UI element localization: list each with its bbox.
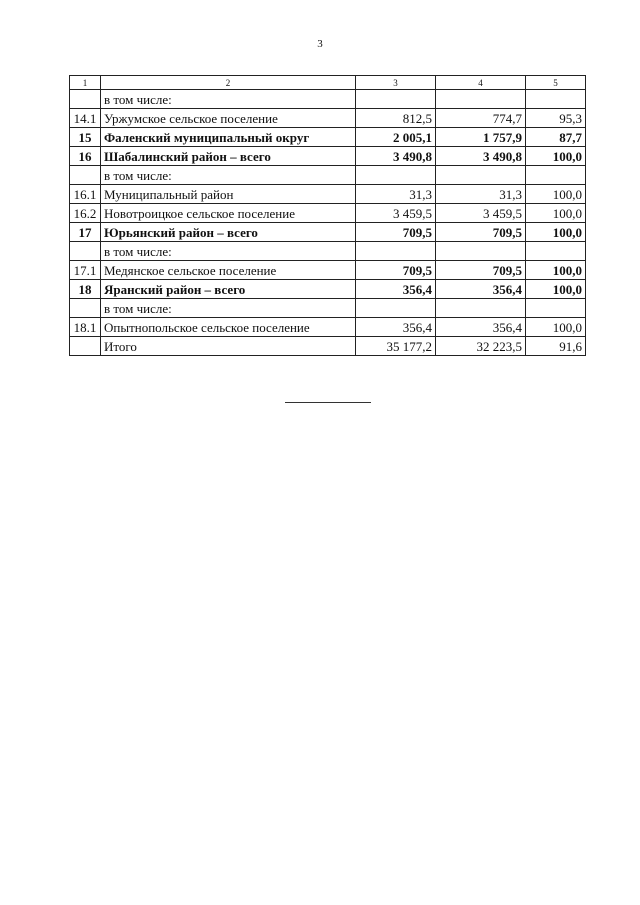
row-percent-cell: 100,0 [526, 185, 586, 204]
table-row [70, 261, 586, 280]
row-value-col4-cell: 32 223,5 [436, 337, 526, 356]
row-value-col3-cell: 31,3 [356, 185, 436, 204]
table-row [70, 337, 586, 356]
row-number-cell: 14.1 [70, 109, 101, 128]
row-number-cell: 16.2 [70, 204, 101, 223]
row-value-col4-cell: 774,7 [436, 109, 526, 128]
row-value-col3-cell: 812,5 [356, 109, 436, 128]
row-percent-cell [526, 90, 586, 109]
table-row [70, 185, 586, 204]
row-number-cell: 16 [70, 147, 101, 166]
row-percent-cell: 100,0 [526, 147, 586, 166]
row-name-cell: Новотроицкое сельское поселение [101, 204, 356, 223]
row-name-cell: в том числе: [101, 299, 356, 318]
row-value-col4-cell: 1 757,9 [436, 128, 526, 147]
row-value-col3-cell [356, 166, 436, 185]
column-number-1: 1 [70, 76, 101, 90]
end-separator-line [285, 402, 371, 403]
table-row [70, 242, 586, 261]
row-name-cell: Яранский район – всего [101, 280, 356, 299]
row-value-col3-cell: 3 459,5 [356, 204, 436, 223]
column-number-3: 3 [356, 76, 436, 90]
row-value-col4-cell [436, 90, 526, 109]
row-percent-cell: 100,0 [526, 223, 586, 242]
row-name-cell: Медянское сельское поселение [101, 261, 356, 280]
table-row [70, 90, 586, 109]
row-value-col3-cell: 709,5 [356, 261, 436, 280]
row-name-cell: Уржумское сельское поселение [101, 109, 356, 128]
table-row [70, 109, 586, 128]
row-number-cell: 17 [70, 223, 101, 242]
row-number-cell: 17.1 [70, 261, 101, 280]
table-row [70, 318, 586, 337]
row-number-cell: 16.1 [70, 185, 101, 204]
row-name-cell: в том числе: [101, 242, 356, 261]
row-number-cell: 18.1 [70, 318, 101, 337]
table-row [70, 280, 586, 299]
row-percent-cell: 100,0 [526, 318, 586, 337]
page-number: 3 [317, 38, 323, 50]
column-number-5: 5 [526, 76, 586, 90]
row-percent-cell [526, 166, 586, 185]
column-number-4: 4 [436, 76, 526, 90]
table-body [70, 76, 586, 356]
row-name-cell: Муниципальный район [101, 185, 356, 204]
row-value-col4-cell: 356,4 [436, 318, 526, 337]
row-number-cell [70, 337, 101, 356]
row-number-cell: 18 [70, 280, 101, 299]
budget-table [69, 75, 586, 356]
row-value-col3-cell [356, 90, 436, 109]
row-value-col4-cell: 3 490,8 [436, 147, 526, 166]
table-row [70, 299, 586, 318]
row-value-col3-cell: 2 005,1 [356, 128, 436, 147]
table-row [70, 223, 586, 242]
row-percent-cell: 95,3 [526, 109, 586, 128]
row-value-col4-cell: 709,5 [436, 223, 526, 242]
row-value-col4-cell: 31,3 [436, 185, 526, 204]
table-row [70, 204, 586, 223]
table-row [70, 147, 586, 166]
row-value-col4-cell: 3 459,5 [436, 204, 526, 223]
table-row [70, 166, 586, 185]
row-value-col3-cell: 356,4 [356, 280, 436, 299]
row-percent-cell: 100,0 [526, 280, 586, 299]
row-name-cell: в том числе: [101, 90, 356, 109]
row-value-col3-cell: 356,4 [356, 318, 436, 337]
row-percent-cell: 100,0 [526, 204, 586, 223]
row-number-cell [70, 90, 101, 109]
row-value-col4-cell: 356,4 [436, 280, 526, 299]
row-percent-cell [526, 299, 586, 318]
row-number-cell: 15 [70, 128, 101, 147]
row-number-cell [70, 299, 101, 318]
row-value-col3-cell: 709,5 [356, 223, 436, 242]
row-value-col3-cell [356, 242, 436, 261]
row-percent-cell: 87,7 [526, 128, 586, 147]
row-name-cell: Юрьянский район – всего [101, 223, 356, 242]
row-value-col3-cell [356, 299, 436, 318]
row-percent-cell: 100,0 [526, 261, 586, 280]
row-value-col4-cell [436, 299, 526, 318]
row-number-cell [70, 166, 101, 185]
row-value-col4-cell: 709,5 [436, 261, 526, 280]
row-value-col3-cell: 3 490,8 [356, 147, 436, 166]
row-name-cell: Опытнопольское сельское поселение [101, 318, 356, 337]
row-percent-cell [526, 242, 586, 261]
row-name-cell: Шабалинский район – всего [101, 147, 356, 166]
row-value-col3-cell: 35 177,2 [356, 337, 436, 356]
row-name-cell: в том числе: [101, 166, 356, 185]
row-name-cell: Фаленский муниципальный округ [101, 128, 356, 147]
column-number-row [70, 76, 586, 90]
row-name-cell: Итого [101, 337, 356, 356]
row-number-cell [70, 242, 101, 261]
table-row [70, 128, 586, 147]
row-percent-cell: 91,6 [526, 337, 586, 356]
row-value-col4-cell [436, 166, 526, 185]
row-value-col4-cell [436, 242, 526, 261]
column-number-2: 2 [101, 76, 356, 90]
